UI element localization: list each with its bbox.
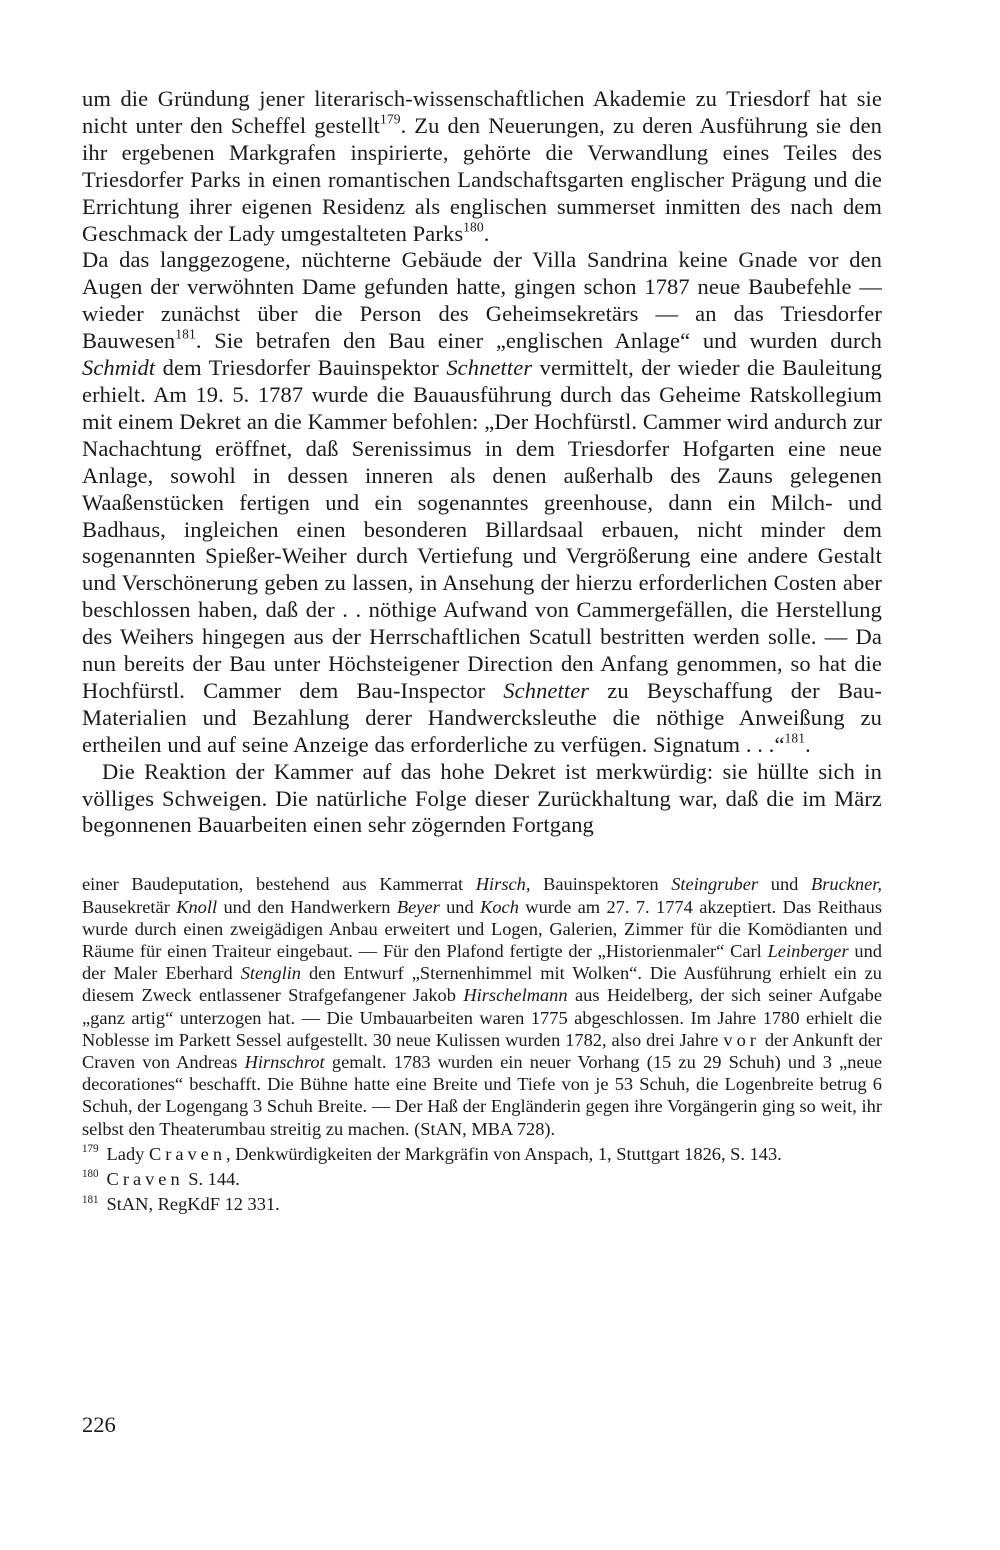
footnote-number: 180 xyxy=(82,1168,99,1181)
person-name: Schmidt xyxy=(82,355,156,381)
page-number: 226 xyxy=(82,1412,116,1437)
person-name: Schnetter xyxy=(446,355,533,381)
page-content xyxy=(82,86,882,1215)
footnote-number: 179 xyxy=(82,1143,99,1156)
footnote-continuation: einer Baudeputation, bestehend aus Kammerrat Hirsch, Bauinspektoren Steingruber und Bruckner, Bausekretär Knoll und den Handwerkern Beyer und Koch wurde am 27. 7. 1774 akzeptiert. Das Reithaus wurde durch einen zweigädigen Anbau erweitert und Logen, Galerien, Zimmer für die Komödianten und Räume für einen Traiteur eingebaut. — Für den Plafond fertigte der „Historienmaler“ Carl Leinberger und der Maler Eberhard Stenglin den Entwurf „Sternenhimmel mit Wolken“. Die Ausführung erhielt ein zu diesem Zweck entlassener Strafgefangener Jakob Hirschelmann aus Heidelberg, der sich seiner Aufgabe „ganz artig“ unterzogen hat. — Die Umbauarbeiten waren 1775 abgeschlossen. Im Jahre 1780 erhielt die Noblesse im Parkett Sessel aufgestellt. 30 neue Kulissen wurden 1782, also drei Jahre vor der Ankunft der Craven von Andreas Hirnschrot gemalt. 1783 wurden ein neuer Vorhang (15 zu 29 Schuh) und 3 „neue decorationes“ beschafft. Die Bühne hatte eine Breite und Tiefe von je 53 Schuh, die Logenbreite betrug 6 Schuh, der Logengang 3 Schuh Breite. — Der Haß der Engländerin gegen ihre Vorgängerin ging so weit, ihr selbst den Theaterumbau streitig zu machen. (StAN, MBA 728). xyxy=(82,874,883,1139)
paragraph-3: Die Reaktion der Kammer auf das hohe Dekret ist merkwürdig: sie hüllte sich in völliges Schweigen. Die natürliche Folge dieser Zurückhaltung war, daß die im März begonnenen Bauarbeiten einen sehr zögernden Fortgang xyxy=(82,758,882,838)
footnote-ref: 181 xyxy=(784,730,806,746)
footnote-number: 181 xyxy=(82,1193,99,1206)
person-name: Schnetter xyxy=(503,677,590,703)
footnote-ref: 179 xyxy=(380,111,401,127)
footnote-180: $^{180}$ Craven S. 144. xyxy=(82,1168,240,1190)
paragraph-1: um die Gründung jener literarisch-wissenschaftlichen Akademie zu Triesdorf hat sie nicht unter den Scheffel gestellt$^{179}$. Zu den Neuerungen, zu deren Ausführung sie den ihr ergebenen Markgrafen inspirierte, gehörte die Verwandlung eines Teiles des Triesdorfer Parks in einen romantischen Landschaftsgarten englischer Prägung und die Errichtung ihrer eigenen Residenz als englischen summerset inmitten des nach dem Geschmack der Lady umgestalteten Parks$^{180}$. xyxy=(82,86,883,246)
footnote-ref: 180 xyxy=(463,219,484,235)
main-text xyxy=(82,86,882,839)
footnotes xyxy=(82,873,882,1215)
paragraph-2: Da das langgezogene, nüchterne Gebäude der Villa Sandrina keine Gnade vor den Augen der verwöhnten Dame gefunden hatte, gingen schon 1787 neue Baubefehle — wieder zunächst über die Person des Geheimsekretärs — an das Triesdorfer Bauwesen$^{181}$. Sie betrafen den Bau einer „englischen Anlage“ und wurden durch Schmidt dem Triesdorfer Bauinspektor Schnetter vermittelt, der wieder die Bauleitung erhielt. Am 19. 5. 1787 wurde die Bauausführung durch das Geheime Ratskollegium mit einem Dekret an die Kammer befohlen: „Der Hochfürstl. Cammer wird andurch zur Nachachtung eröffnet, daß Serenissimus in dem Triesdorfer Hofgarten eine neue Anlage, sowohl in dessen inneren als denen außerhalb des Zauns gelegenen Waaßenstücken fertigen und ein sogenanntes greenhouse, dann ein Milch- und Badhaus, ingleichen einen besonderen Billardsaal erbauen, nicht minder dem sogenannten Spießer-Weiher durch Vertiefung und Vergrößerung eine andere Gestalt und Verschönerung geben zu lassen, in Ansehung der hierzu erforderlichen Costen aber beschlossen haben, daß der . . nöthige Aufwand von Cammergefällen, die Herstellung des Weihers hingegen aus der Herrschaftlichen Scatull bestritten werden solle. — Da nun bereits der Bau unter Höchsteigener Direction den Anfang genommen, so hat die Hochfürstl. Cammer dem Bau-Inspector Schnetter zu Beyschaffung der Bau-Materialien und Bezahlung derer Handwercksleuthe die nöthige Anweißung zu ertheilen und auf seine Anzeige das erforderliche zu verfügen. Signatum . . .“$^{181}$. xyxy=(82,247,882,757)
footnote-179: $^{179}$ Lady Craven, Denkwürdigkeiten der Markgräfin von Anspach, 1, Stuttgart 1826, S. 143. xyxy=(82,1143,782,1164)
footnote-ref: 181 xyxy=(175,326,196,342)
footnote-181: $^{181}$ StAN, RegKdF 12 331. xyxy=(82,1193,280,1215)
